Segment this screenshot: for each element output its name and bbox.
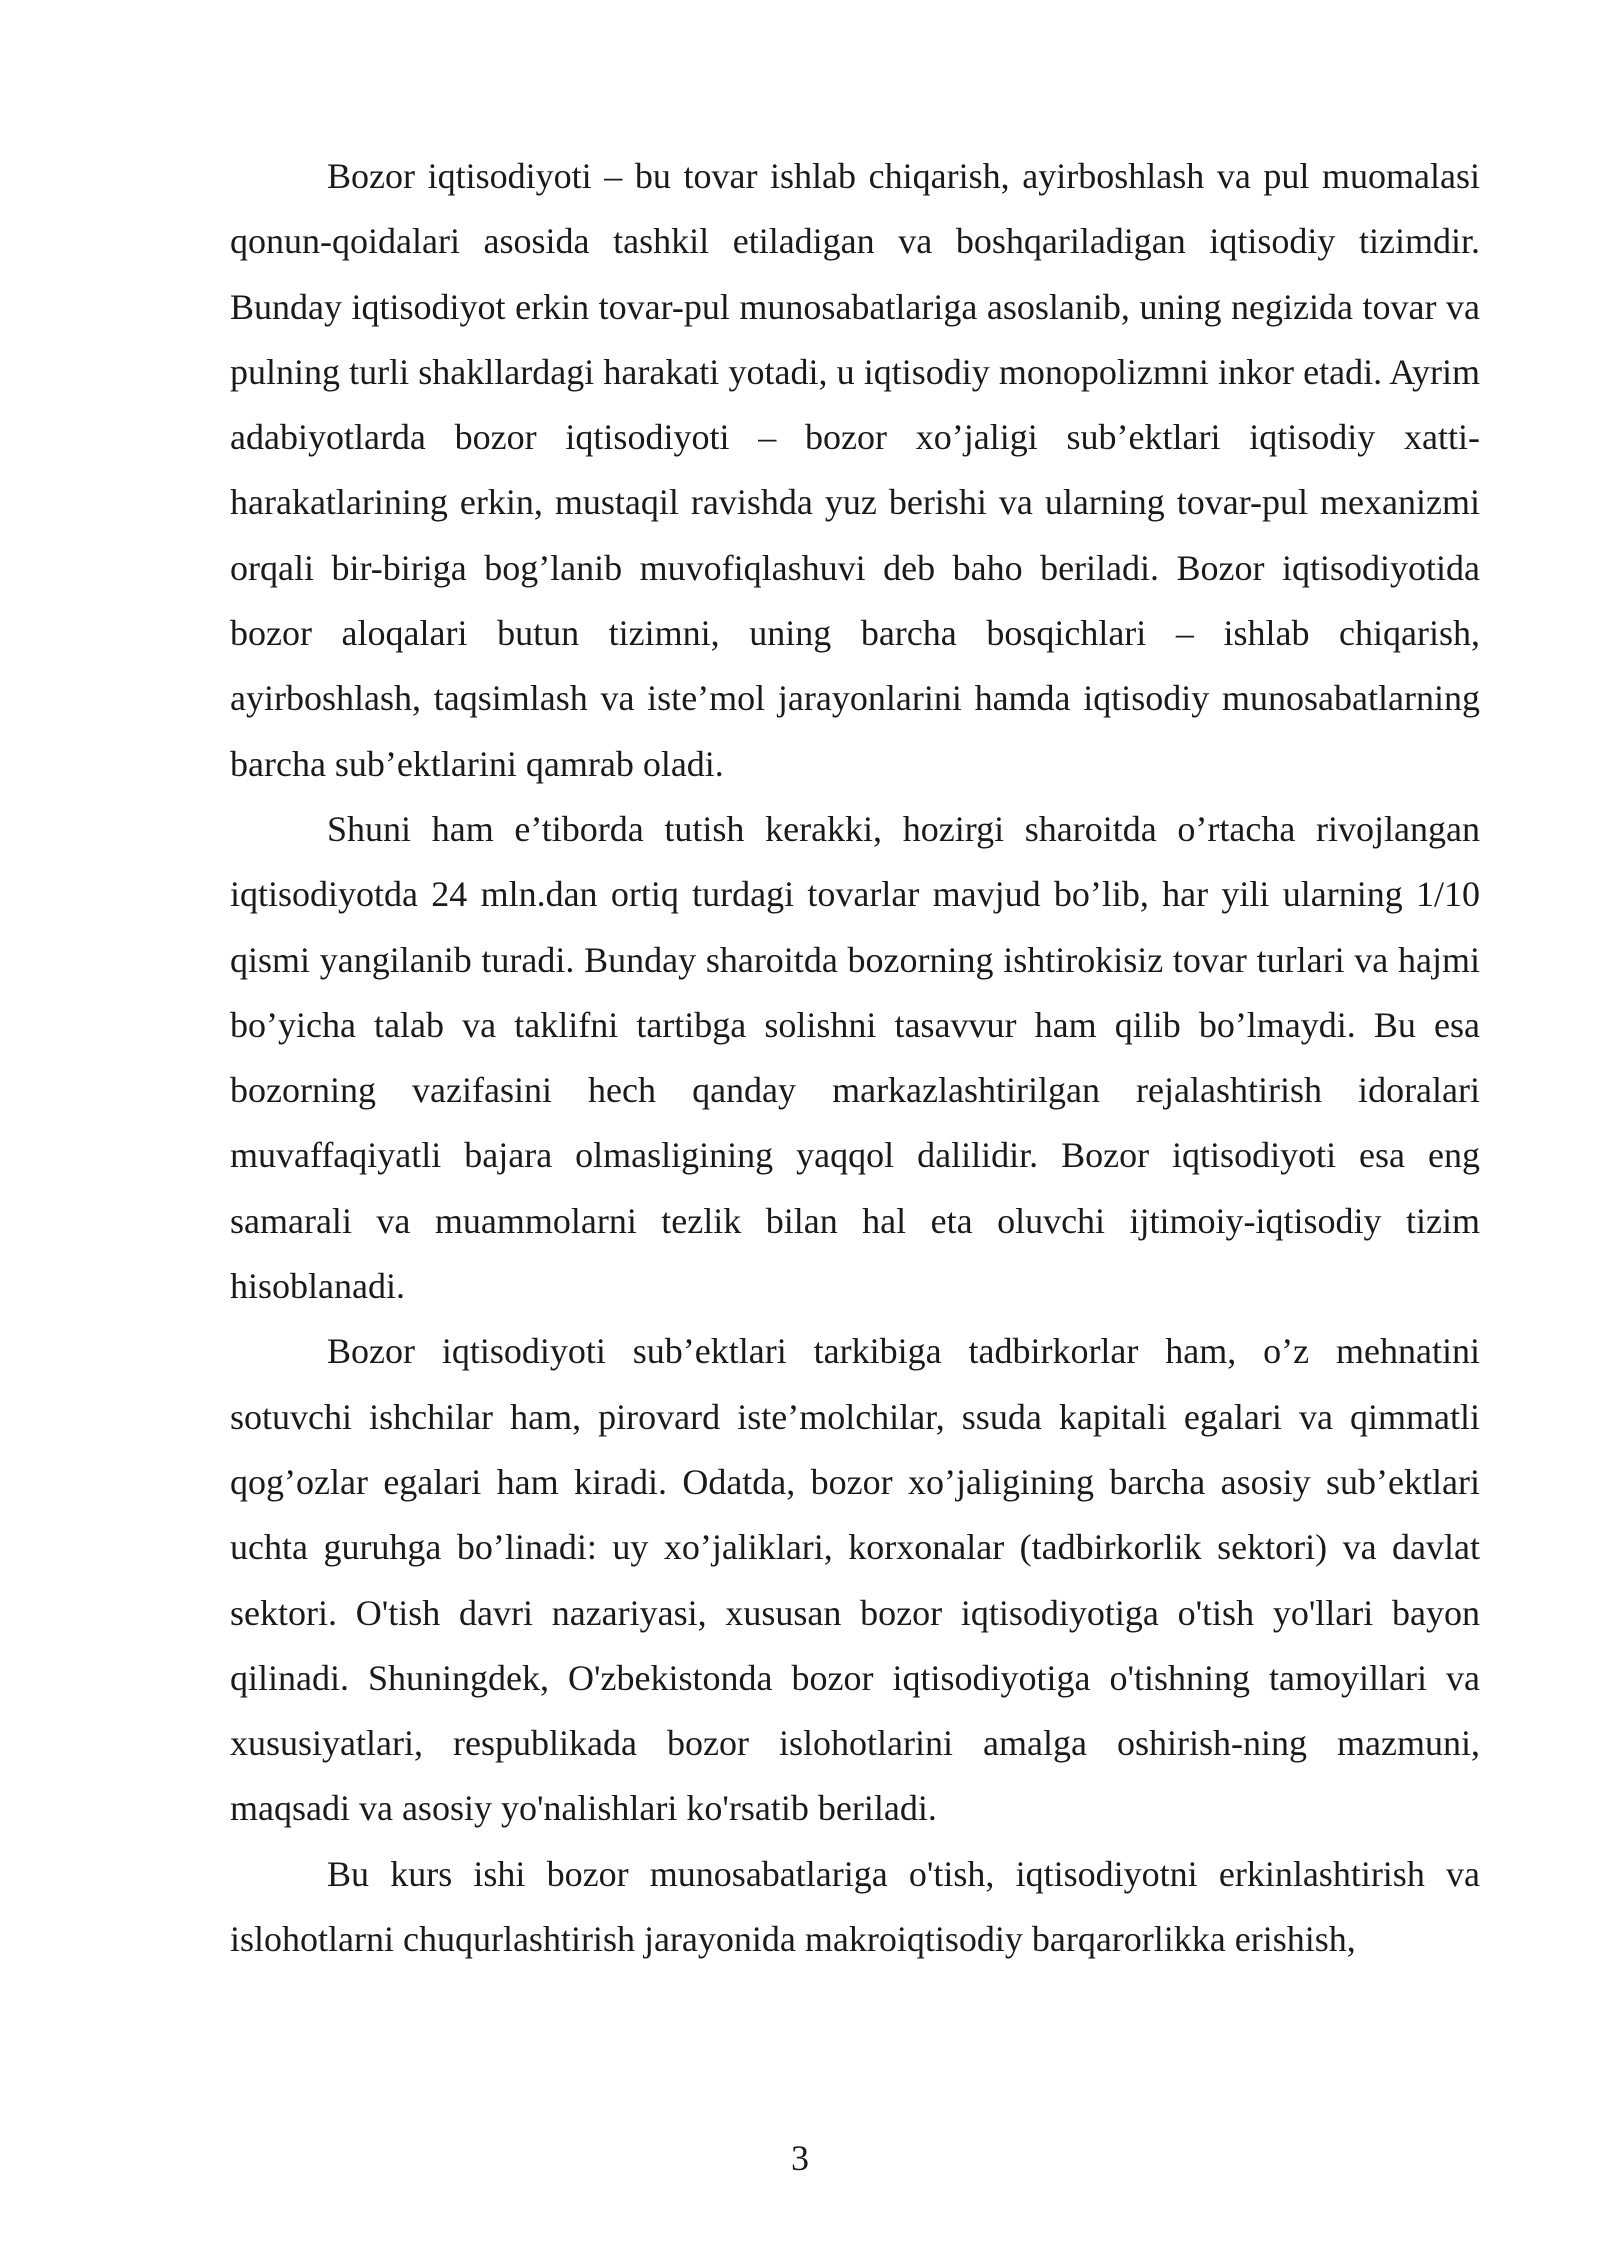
paragraph-3: Bozor iqtisodiyoti sub’ektlari tarkibiga tadbirkorlar ham, o’z mehnatini sotuvchi ishchilar ham, pirovard iste’molchilar, ssuda kapitali egalari va qimmatli qog’ozlar egalari ham kiradi. Odatda, bozor xo’jaligining barcha asosiy sub’ektlari uchta guruhga bo’linadi: uy xo’jaliklari, korxonalar (tadbirkorlik sektori) va davlat sektori. O'tish davri nazariyasi, xususan bozor iqtisodiyotiga o'tish yo'llari bayon qilinadi. Shuningdek, O'zbekistonda bozor iqtisodiyotiga o'tishning tamoyillari va xususiyatlari, respublikada bozor islohotlarini amalga oshirish-ning mazmuni, maqsadi va asosiy yo'nalishlari ko'rsatib beriladi. <box>230 1331 1480 1829</box>
paragraph-4: Bu kurs ishi bozor munosabatlariga o'tish, iqtisodiyotni erkinlashtirish va islohotlarni chuqurlashtirish jarayonida makroiqtisodiy barqarorlikka erishish, <box>230 1853 1480 1960</box>
paragraph-1: Bozor iqtisodiyoti – bu tovar ishlab chiqarish, ayirboshlash va pul muomalasi qonun-qoidalari asosida tashkil etiladigan va boshqariladigan iqtisodiy tizimdir. Bunday iqtisodiyot erkin tovar-pul munosabatlariga asoslanib, uning negizida tovar va pulning turli shakllardagi harakati yotadi, u iqtisodiy monopolizmni inkor etadi. Ayrim adabiyotlarda bozor iqtisodiyoti – bozor xo’jaligi sub’ektlari iqtisodiy xatti-harakatlarining erkin, mustaqil ravishda yuz berishi va ularning tovar-pul mexanizmi orqali bir-biriga bog’lanib muvofiqlashuvi deb baho beriladi. Bozor iqtisodiyotida bozor aloqalari butun tizimni, uning barcha bosqichlari – ishlab chiqarish, ayirboshlash, taqsimlash va iste’mol jarayonlarini hamda iqtisodiy munosabatlarning barcha sub’ektlarini qamrab oladi. <box>230 156 1480 784</box>
body-text <box>230 144 1480 1972</box>
page-number: 3 <box>791 2138 809 2178</box>
paragraph-2: Shuni ham e’tiborda tutish kerakki, hozirgi sharoitda o’rtacha rivojlangan iqtisodiyotda 24 mln.dan ortiq turdagi tovarlar mavjud bo’lib, har yili ularning 1/10 qismi yangilanib turadi. Bunday sharoitda bozorning ishtirokisiz tovar turlari va hajmi bo’yicha talab va taklifni tartibga solishni tasavvur ham qilib bo’lmaydi. Bu esa bozorning vazifasini hech qanday markazlashtirilgan rejalashtirish idoralari muvaffaqiyatli bajara olmasligining yaqqol dalilidir. Bozor iqtisodiyoti esa eng samarali va muammolarni tezlik bilan hal eta oluvchi ijtimoiy-iqtisodiy tizim hisoblanadi. <box>230 808 1480 1307</box>
